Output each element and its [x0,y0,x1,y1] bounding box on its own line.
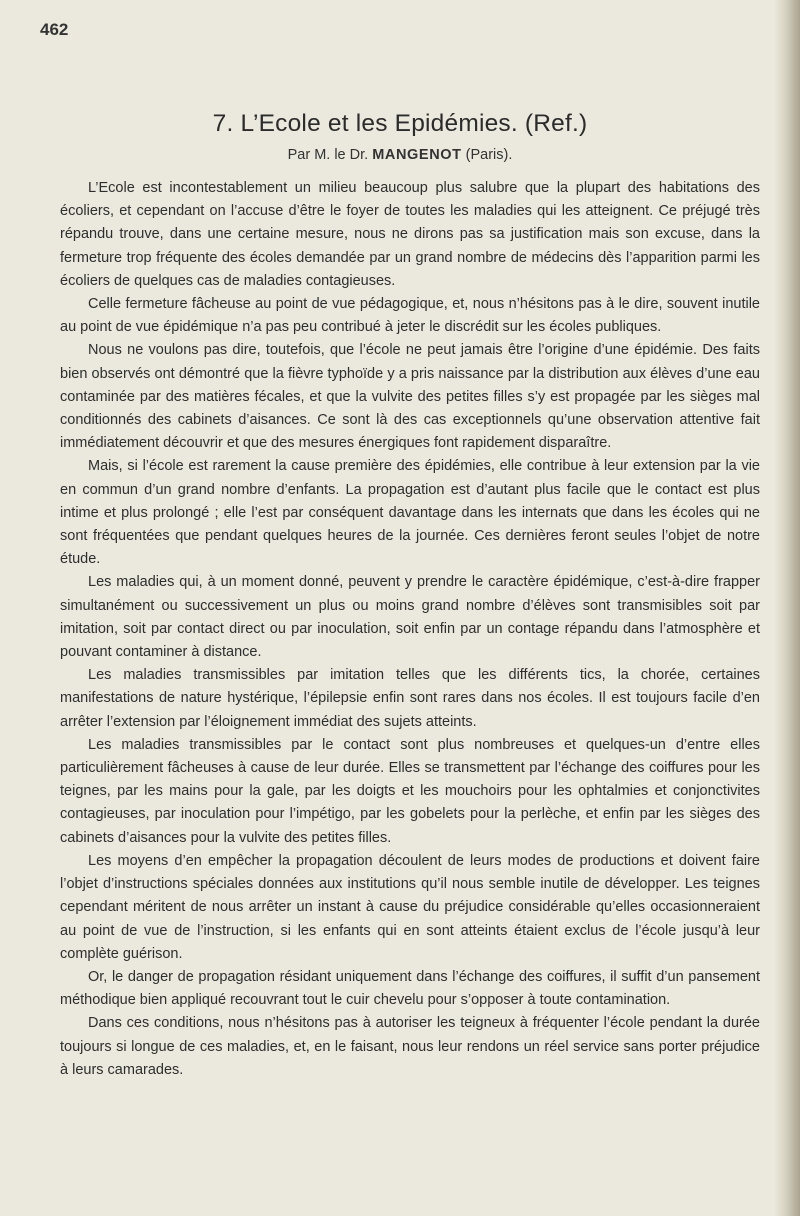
paragraph: Celle fermeture fâcheuse au point de vue pédagogique, et, nous n’hésitons pas à le dire, souvent inutile au point de vue épidémique n’a pas peu contribué à jeter le discrédit sur les écoles publiques. [60,296,760,336]
byline-suffix: (Paris). [465,147,513,163]
paragraph: L’Ecole est incontestablement un milieu beaucoup plus salubre que la plupart des habitations des écoliers, et cependant on l’accuse d’être le foyer de toutes les maladies qui les atteignent. Ce préjugé très répandu trouve, dans une certaine mesure, nous ne dirons pas sa justification mais son excuse, dans la fermeture trop fréquente des écoles demandée par un grand nombre de médecins dès l’apparition parmi les écoliers de quelques cas de maladies contagieuses. [60,180,760,289]
paragraph: Les maladies transmissibles par le contact sont plus nombreuses et quelques-un d’entre elles particulièrement fâcheuses à cause de leur durée. Elles se transmettent par l’échange des coiffures pour les teignes, par les mains pour la gale, par les doigts et les mouchoirs pour les ophtalmies et conjonctivites contagieuses, par inoculation pour l’impétigo, par les gobelets pour la perlèche, et enfin par les sièges des cabinets d’aisances pour la vulvite des petites filles. [60,736,760,846]
paragraph: Dans ces conditions, nous n’hésitons pas à autoriser les teigneux à fréquenter l’école pendant la durée toujours si longue de ces maladies, et, en le faisant, nous leur rendons un réel service sans porter préjudice à leurs camarades. [60,1015,760,1078]
paragraph: Nous ne voulons pas dire, toutefois, que l’école ne peut jamais être l’origine d’une épidémie. Des faits bien observés ont démontré que la fièvre typhoïde y a pris naissance par la distribution aux élèves d’une eau contaminée par des matières fécales, et que la vulvite des petites filles s’y est propagée par les sièges mal conditionnés des cabinets d’aisances. Ce sont là des cas exceptionnels qu’une observation attentive fait immédiatement découvrir et que des mesures énergiques font rapidement disparaître. [60,342,760,452]
byline-prefix: Par M. le Dr. [287,147,369,163]
paragraph: Les moyens d’en empêcher la propagation découlent de leurs modes de productions et doivent faire l’objet d’instructions spéciales données aux institutions qu’il nous semble inutile de développer. Les teignes cependant méritent de nous arrêter un instant à cause du préjudice considérable qu’elles occasionneraient au point de vue de l’instruction, si les enfants qui en sont atteints étaient exclus de l’école jusqu’à leur complète guérison. [60,852,760,962]
paragraph: Les maladies qui, à un moment donné, peuvent y prendre le caractère épidémique, c’est-à-dire frapper simultanément ou successivement un plus ou moins grand nombre d’élèves sont transmisibles soit par imitation, soit par contact direct ou par inoculation, soit enfin par un contage répandu dans l’atmosphère et pouvant contaminer à distance. [60,574,760,661]
page-edge-shadow [774,0,800,1216]
body-text [60,177,760,1082]
page-number: 462 [40,20,69,39]
chapter-title: 7. L’Ecole et les Epidémies. (Ref.) [212,110,588,137]
paragraph: Mais, si l’école est rarement la cause première des épidémies, elle contribue à leur extension par la vie en commun d’un grand nombre d’enfants. La propagation est d’autant plus facile que le contact est plus intime et plus prolongé ; elle l’est par conséquent davantage dans les internats que dans les écoles qui ne sont fréquentées que pendant quelques heures de la journée. Ces dernières feront seules l’objet de notre étude. [60,458,760,568]
paragraph: Or, le danger de propagation résidant uniquement dans l’échange des coiffures, il suffit d’un pansement méthodique bien appliqué recouvrant tout le cuir chevelu pour s’opposer à toute contamination. [60,968,760,1009]
paragraph: Les maladies transmissibles par imitation telles que les différents tics, la chorée, certaines manifestations de nature hystérique, l’épilepsie enfin sont rares dans nos écoles. Il est toujours facile d’en arrêter l’extension par l’éloignement immédiat des sujets atteints. [60,667,760,730]
byline-author: MANGENOT [372,147,462,163]
byline [0,147,800,163]
